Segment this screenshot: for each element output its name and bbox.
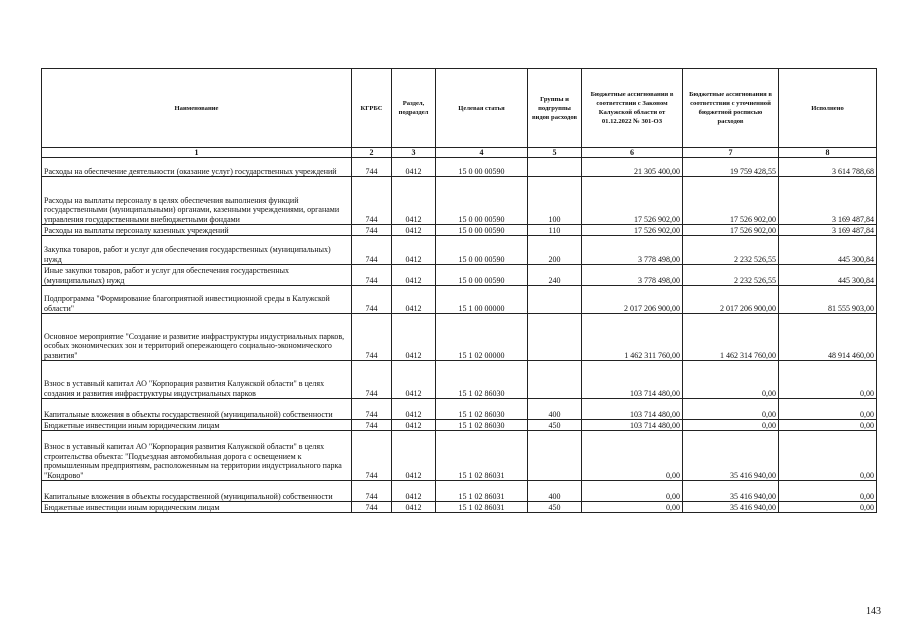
row-executed: 0,00 — [779, 420, 877, 431]
column-number: 3 — [392, 148, 436, 158]
row-name: Взнос в уставный капитал АО "Корпорация развития Калужской области" в целях строительства объекта: "Подъездная автомобильная дорога с освещением к промышленным предприятиям, расположенным на территории индустриального парка "Кондрово" — [42, 431, 352, 481]
row-law-allocation: 0,00 — [582, 481, 683, 502]
row-razdel: 0412 — [392, 431, 436, 481]
row-target-article: 15 1 02 86030 — [436, 399, 528, 420]
row-law-allocation: 17 526 902,00 — [582, 225, 683, 236]
row-name: Подпрограмма "Формирование благоприятной инвестиционной среды в Калужской области" — [42, 286, 352, 314]
row-name: Расходы на выплаты персоналу в целях обеспечения выполнения функций государственными (муниципальными) органами, казенными учреждениями, органами управления государственными внебюджетными фондами — [42, 177, 352, 225]
row-razdel: 0412 — [392, 314, 436, 361]
row-kgrbs: 744 — [352, 158, 392, 177]
row-name: Бюджетные инвестиции иным юридическим лицам — [42, 420, 352, 431]
row-executed: 3 169 487,84 — [779, 225, 877, 236]
row-executed: 3 169 487,84 — [779, 177, 877, 225]
table-row — [42, 236, 877, 265]
header-target: Целевая статья — [436, 69, 528, 148]
row-razdel: 0412 — [392, 158, 436, 177]
row-executed: 445 300,84 — [779, 265, 877, 286]
row-target-article: 15 1 02 86031 — [436, 481, 528, 502]
column-number: 8 — [779, 148, 877, 158]
header-law: Бюджетные ассигнования в соответствии с Законом Калужской области от 01.12.2022 № 301-ОЗ — [582, 69, 683, 148]
row-updated-allocation: 35 416 940,00 — [683, 431, 779, 481]
header-groups: Группы и подгруппы видов расходов — [528, 69, 582, 148]
table-row — [42, 265, 877, 286]
row-executed: 0,00 — [779, 431, 877, 481]
row-target-article: 15 1 02 86031 — [436, 431, 528, 481]
row-updated-allocation: 0,00 — [683, 361, 779, 399]
row-law-allocation: 2 017 206 900,00 — [582, 286, 683, 314]
row-updated-allocation: 1 462 314 760,00 — [683, 314, 779, 361]
row-expense-group: 400 — [528, 481, 582, 502]
row-executed: 0,00 — [779, 361, 877, 399]
row-expense-group: 400 — [528, 399, 582, 420]
row-kgrbs: 744 — [352, 420, 392, 431]
column-number: 1 — [42, 148, 352, 158]
row-executed: 0,00 — [779, 481, 877, 502]
row-target-article: 15 1 02 00000 — [436, 314, 528, 361]
table-body — [42, 158, 877, 513]
row-razdel: 0412 — [392, 361, 436, 399]
table-row — [42, 481, 877, 502]
row-expense-group: 450 — [528, 502, 582, 513]
row-expense-group: 450 — [528, 420, 582, 431]
row-law-allocation: 103 714 480,00 — [582, 361, 683, 399]
row-executed: 81 555 903,00 — [779, 286, 877, 314]
row-updated-allocation: 17 526 902,00 — [683, 225, 779, 236]
row-kgrbs: 744 — [352, 177, 392, 225]
row-target-article: 15 0 00 00590 — [436, 177, 528, 225]
row-kgrbs: 744 — [352, 225, 392, 236]
row-target-article: 15 0 00 00590 — [436, 158, 528, 177]
row-kgrbs: 744 — [352, 399, 392, 420]
row-law-allocation: 0,00 — [582, 502, 683, 513]
row-target-article: 15 1 02 86030 — [436, 361, 528, 399]
row-updated-allocation: 2 232 526,55 — [683, 265, 779, 286]
table-row — [42, 361, 877, 399]
table-row — [42, 420, 877, 431]
row-razdel: 0412 — [392, 177, 436, 225]
column-number: 5 — [528, 148, 582, 158]
row-updated-allocation: 35 416 940,00 — [683, 481, 779, 502]
row-target-article: 15 1 02 86030 — [436, 420, 528, 431]
row-law-allocation: 17 526 902,00 — [582, 177, 683, 225]
row-expense-group — [528, 361, 582, 399]
header-updated: Бюджетные ассигнования в соответствии с уточненной бюджетной росписью расходов — [683, 69, 779, 148]
row-target-article: 15 1 02 86031 — [436, 502, 528, 513]
row-name: Иные закупки товаров, работ и услуг для обеспечения государственных (муниципальных) нужд — [42, 265, 352, 286]
row-razdel: 0412 — [392, 265, 436, 286]
row-target-article: 15 0 00 00590 — [436, 225, 528, 236]
row-expense-group: 110 — [528, 225, 582, 236]
row-expense-group — [528, 431, 582, 481]
row-updated-allocation: 0,00 — [683, 420, 779, 431]
row-kgrbs: 744 — [352, 265, 392, 286]
row-name: Закупка товаров, работ и услуг для обеспечения государственных (муниципальных) нужд — [42, 236, 352, 265]
table-row — [42, 502, 877, 513]
row-updated-allocation: 0,00 — [683, 399, 779, 420]
column-number: 2 — [352, 148, 392, 158]
row-law-allocation: 21 305 400,00 — [582, 158, 683, 177]
row-name: Основное мероприятие "Создание и развитие инфраструктуры индустриальных парков, особых экономических зон и территорий опережающего социально-экономического развития" — [42, 314, 352, 361]
row-law-allocation: 3 778 498,00 — [582, 265, 683, 286]
row-kgrbs: 744 — [352, 431, 392, 481]
row-law-allocation: 3 778 498,00 — [582, 236, 683, 265]
row-updated-allocation: 17 526 902,00 — [683, 177, 779, 225]
row-expense-group — [528, 314, 582, 361]
row-expense-group: 240 — [528, 265, 582, 286]
header-kgrbs: КГРБС — [352, 69, 392, 148]
row-updated-allocation: 19 759 428,55 — [683, 158, 779, 177]
row-name: Взнос в уставный капитал АО "Корпорация развития Калужской области" в целях создания и развития инфраструктуры индустриальных парков — [42, 361, 352, 399]
row-executed: 0,00 — [779, 502, 877, 513]
row-executed: 3 614 788,68 — [779, 158, 877, 177]
table-row — [42, 399, 877, 420]
table-row — [42, 225, 877, 236]
row-kgrbs: 744 — [352, 236, 392, 265]
row-kgrbs: 744 — [352, 481, 392, 502]
row-law-allocation: 1 462 311 760,00 — [582, 314, 683, 361]
column-number: 6 — [582, 148, 683, 158]
header-executed: Исполнено — [779, 69, 877, 148]
column-number: 4 — [436, 148, 528, 158]
header-row — [42, 69, 877, 148]
row-executed: 445 300,84 — [779, 236, 877, 265]
row-razdel: 0412 — [392, 225, 436, 236]
row-name: Капитальные вложения в объекты государственной (муниципальной) собственности — [42, 481, 352, 502]
row-kgrbs: 744 — [352, 502, 392, 513]
row-kgrbs: 744 — [352, 286, 392, 314]
row-razdel: 0412 — [392, 286, 436, 314]
row-expense-group: 100 — [528, 177, 582, 225]
header-razdel: Раздел, подраздел — [392, 69, 436, 148]
row-kgrbs: 744 — [352, 361, 392, 399]
row-razdel: 0412 — [392, 502, 436, 513]
row-name: Капитальные вложения в объекты государственной (муниципальной) собственности — [42, 399, 352, 420]
row-name: Бюджетные инвестиции иным юридическим лицам — [42, 502, 352, 513]
row-law-allocation: 103 714 480,00 — [582, 399, 683, 420]
row-kgrbs: 744 — [352, 314, 392, 361]
row-executed: 48 914 460,00 — [779, 314, 877, 361]
row-law-allocation: 103 714 480,00 — [582, 420, 683, 431]
row-razdel: 0412 — [392, 420, 436, 431]
header-name: Наименование — [42, 69, 352, 148]
row-executed: 0,00 — [779, 399, 877, 420]
row-law-allocation: 0,00 — [582, 431, 683, 481]
row-name: Расходы на обеспечение деятельности (оказание услуг) государственных учреждений — [42, 158, 352, 177]
row-expense-group: 200 — [528, 236, 582, 265]
column-number-row — [42, 148, 877, 158]
row-target-article: 15 1 00 00000 — [436, 286, 528, 314]
row-updated-allocation: 2 232 526,55 — [683, 236, 779, 265]
row-target-article: 15 0 00 00590 — [436, 265, 528, 286]
row-razdel: 0412 — [392, 236, 436, 265]
row-updated-allocation: 2 017 206 900,00 — [683, 286, 779, 314]
row-expense-group — [528, 286, 582, 314]
page-number: 143 — [866, 606, 881, 617]
table-row — [42, 431, 877, 481]
row-razdel: 0412 — [392, 399, 436, 420]
row-name: Расходы на выплаты персоналу казенных учреждений — [42, 225, 352, 236]
row-expense-group — [528, 158, 582, 177]
row-updated-allocation: 35 416 940,00 — [683, 502, 779, 513]
table-row — [42, 314, 877, 361]
row-razdel: 0412 — [392, 481, 436, 502]
column-number: 7 — [683, 148, 779, 158]
table-row — [42, 158, 877, 177]
budget-table — [41, 68, 877, 513]
table-row — [42, 286, 877, 314]
row-target-article: 15 0 00 00590 — [436, 236, 528, 265]
table-row — [42, 177, 877, 225]
